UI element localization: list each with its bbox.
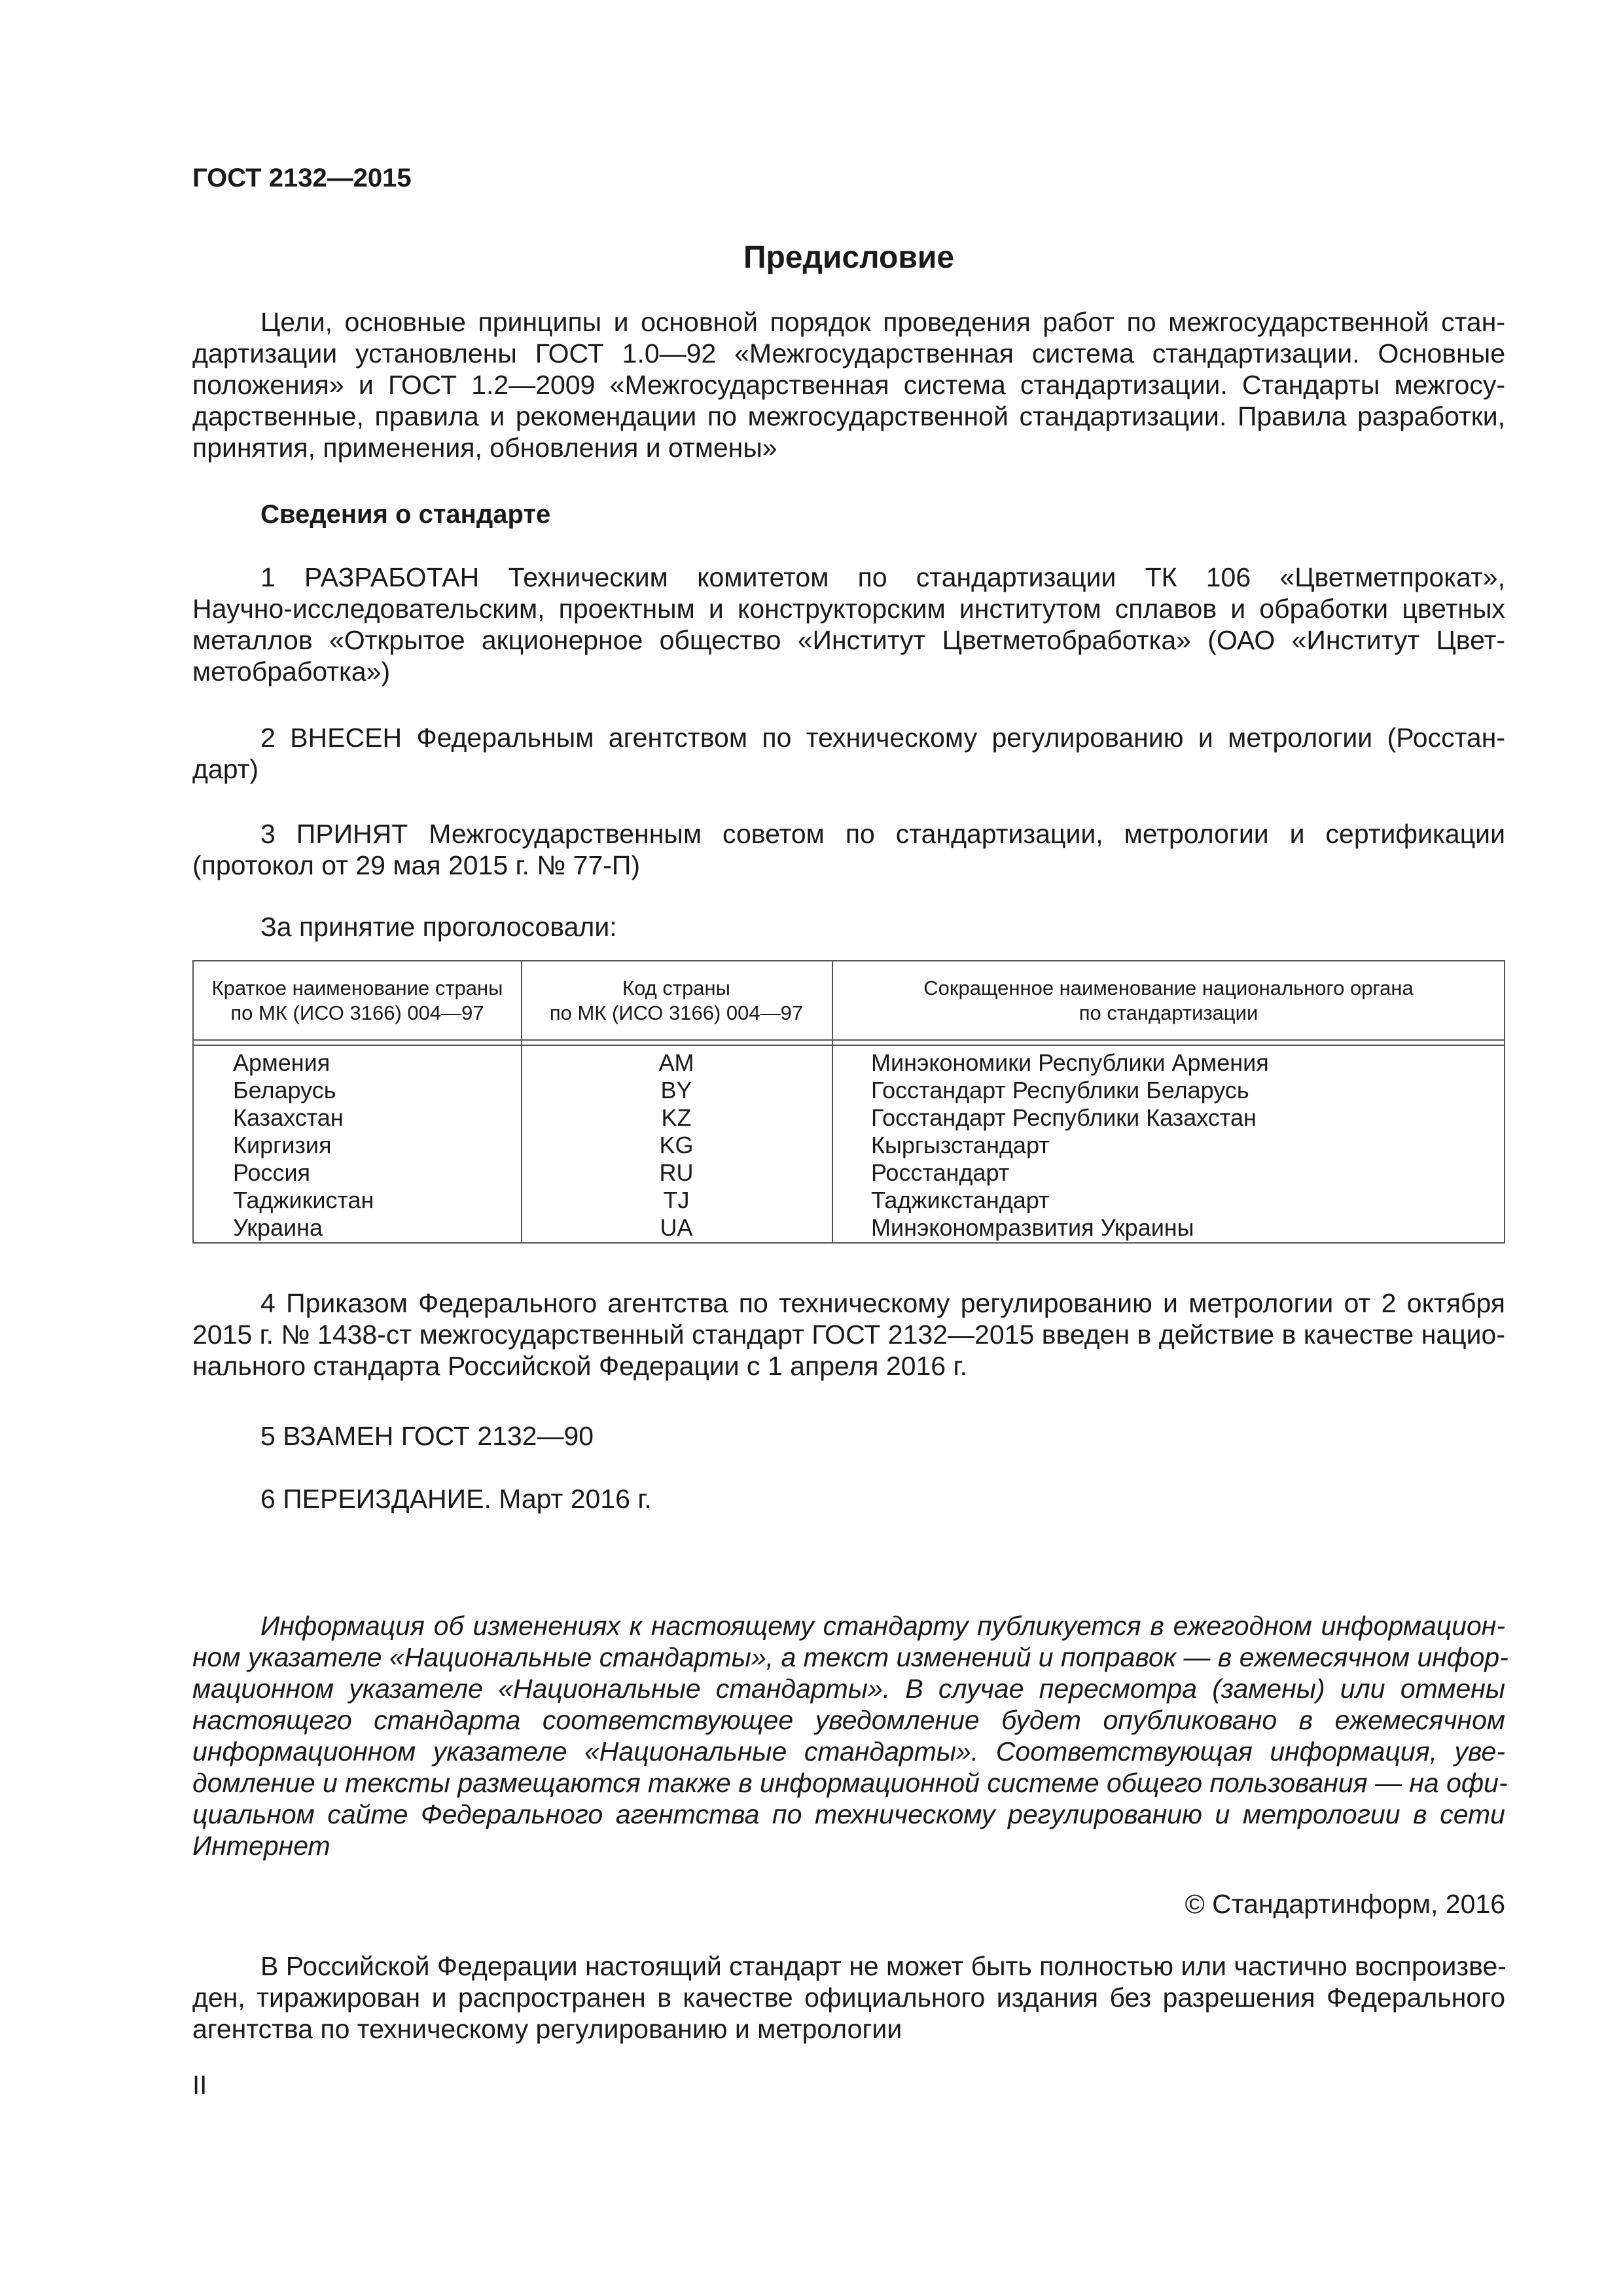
code-cell: UA [660,1214,693,1241]
code-cell: BY [660,1077,692,1103]
item-3-paragraph [192,818,1505,881]
item-2-line: 2 ВНЕСЕН Федеральным агентством по техническому регулированию и метрологии (Росстан- [260,723,1505,753]
item-2-paragraph [192,722,1505,785]
header-line: Код страны [622,977,730,999]
intro-line: принятия, применения, обновления и отмены» [192,433,777,463]
voted-label: За принятие проголосовали: [260,912,617,942]
intro-line: Цели, основные принципы и основной порядок проведения работ по межгосударственной стан- [260,307,1505,337]
country-cell: Украина [233,1214,323,1241]
item-1-line: 1 РАЗРАБОТАН Техническим комитетом по стандартизации ТК 106 «Цветметпрокат», [260,562,1505,592]
country-cell: Армения [233,1049,330,1076]
standard-info-heading: Сведения о стандарте [260,500,551,529]
reproduction-rights-paragraph [192,1950,1505,2045]
body-cell: Минэкономики Республики Армения [871,1049,1269,1076]
notice-line: Информация об изменениях к настоящему стандарту публикуется в ежегодном информацион- [260,1611,1505,1641]
intro-line: дарственные, правила и рекомендации по межгосударственной стандартизации. Правила разработки, [192,401,1505,431]
header-line: Краткое наименование страны [211,977,503,999]
item-2-line: дарт) [192,754,259,784]
body-cell: Госстандарт Республики Казахстан [871,1104,1257,1131]
table-header-rule [194,1039,1504,1046]
item-1-line: метобработка») [192,656,391,687]
intro-paragraph [192,306,1505,463]
page-title: Предисловие [743,240,955,275]
rights-line: агентства по техническому регулированию и метрологии [192,2014,902,2044]
notice-line: циальном сайте Федерального агентства по техническому регулированию и метрологии в сети [192,1799,1505,1829]
item-3-line: (протокол от 29 мая 2015 г. № 77-П) [192,850,641,880]
body-cell: Минэкономразвития Украины [871,1214,1194,1241]
country-cell: Россия [233,1159,311,1186]
item-4-paragraph [192,1287,1505,1382]
rights-line: В Российской Федерации настоящий стандарт не может быть полностью или частично воспроизве- [260,1951,1507,1981]
country-cell: Беларусь [233,1077,336,1103]
body-cell: Госстандарт Республики Беларусь [871,1077,1249,1103]
item-1-line: Научно-исследовательским, проектным и конструкторским институтом сплавов и обработки цветных [192,594,1505,624]
header-line: по МК (ИСО 3166) 004—97 [549,1001,804,1024]
voting-table [192,960,1505,1244]
column-header-code [521,976,832,1026]
code-cell: AM [658,1049,694,1076]
body-cell: Таджикстандарт [871,1187,1050,1213]
notice-line: Интернет [192,1831,330,1861]
intro-line: положения» и ГОСТ 1.2—2009 «Межгосударственная система стандартизации. Стандарты межгосу- [192,370,1505,400]
country-cell: Таджикистан [233,1187,374,1213]
item-4-line: нального стандарта Российской Федерации с 1 апреля 2016 г. [192,1351,967,1381]
notice-line: мационном указателе «Национальные стандарты». В случае пересмотра (замены) или отмены [192,1674,1505,1704]
code-cell: KG [659,1132,694,1158]
amendments-notice [192,1610,1508,1861]
item-4-line: 4 Приказом Федерального агентства по техническому регулированию и метрологии от 2 октября [260,1288,1505,1318]
page-number: II [192,2071,207,2100]
notice-line: информационном указателе «Национальные стандарты». Соответствующая информация, уве- [192,1736,1505,1767]
item-3-line: 3 ПРИНЯТ Межгосударственным советом по стандартизации, метрологии и сертификации [260,819,1505,849]
country-cell: Киргизия [233,1132,332,1158]
body-cell: Росстандарт [871,1159,1010,1186]
column-header-country [194,976,521,1026]
item-6: 6 ПЕРЕИЗДАНИЕ. Март 2016 г. [260,1484,652,1514]
body-cell: Кыргызстандарт [871,1132,1050,1158]
notice-line: домление и тексты размещаются также в информационной системе общего пользования — на офи- [192,1768,1508,1798]
code-cell: TJ [663,1187,690,1213]
copyright-notice: © Стандартинформ, 2016 [1185,1889,1505,1919]
item-4-line: 2015 г. № 1438-ст межгосударственный стандарт ГОСТ 2132—2015 введен в действие в качестве нацио- [192,1319,1505,1350]
intro-line: дартизации установлены ГОСТ 1.0—92 «Межгосударственная система стандартизации. Основные [192,338,1505,368]
notice-line: ном указателе «Национальные стандарты», а текст изменений и поправок — в ежемесячном инфор- [192,1642,1508,1672]
code-cell: RU [659,1159,694,1186]
header-line: по МК (ИСО 3166) 004—97 [230,1001,484,1024]
header-line: по стандартизации [1079,1001,1258,1024]
item-1-line: металлов «Открытое акционерное общество «Институт Цветметобработка» (ОАО «Институт Цвет- [192,625,1505,655]
rights-line: ден, тиражирован и распространен в качестве официального издания без разрешения Федерального [192,1982,1505,2013]
item-1-paragraph [192,562,1505,687]
country-cell: Казахстан [233,1104,344,1131]
item-5: 5 ВЗАМЕН ГОСТ 2132—90 [260,1421,594,1451]
header-line: Сокращенное наименование национального органа [923,977,1414,999]
code-cell: KZ [661,1104,692,1131]
column-header-body [832,976,1505,1026]
notice-line: настоящего стандарта соответствующее уведомление будет опубликовано в ежемесячном [192,1705,1505,1735]
document-code: ГОСТ 2132—2015 [192,164,412,192]
